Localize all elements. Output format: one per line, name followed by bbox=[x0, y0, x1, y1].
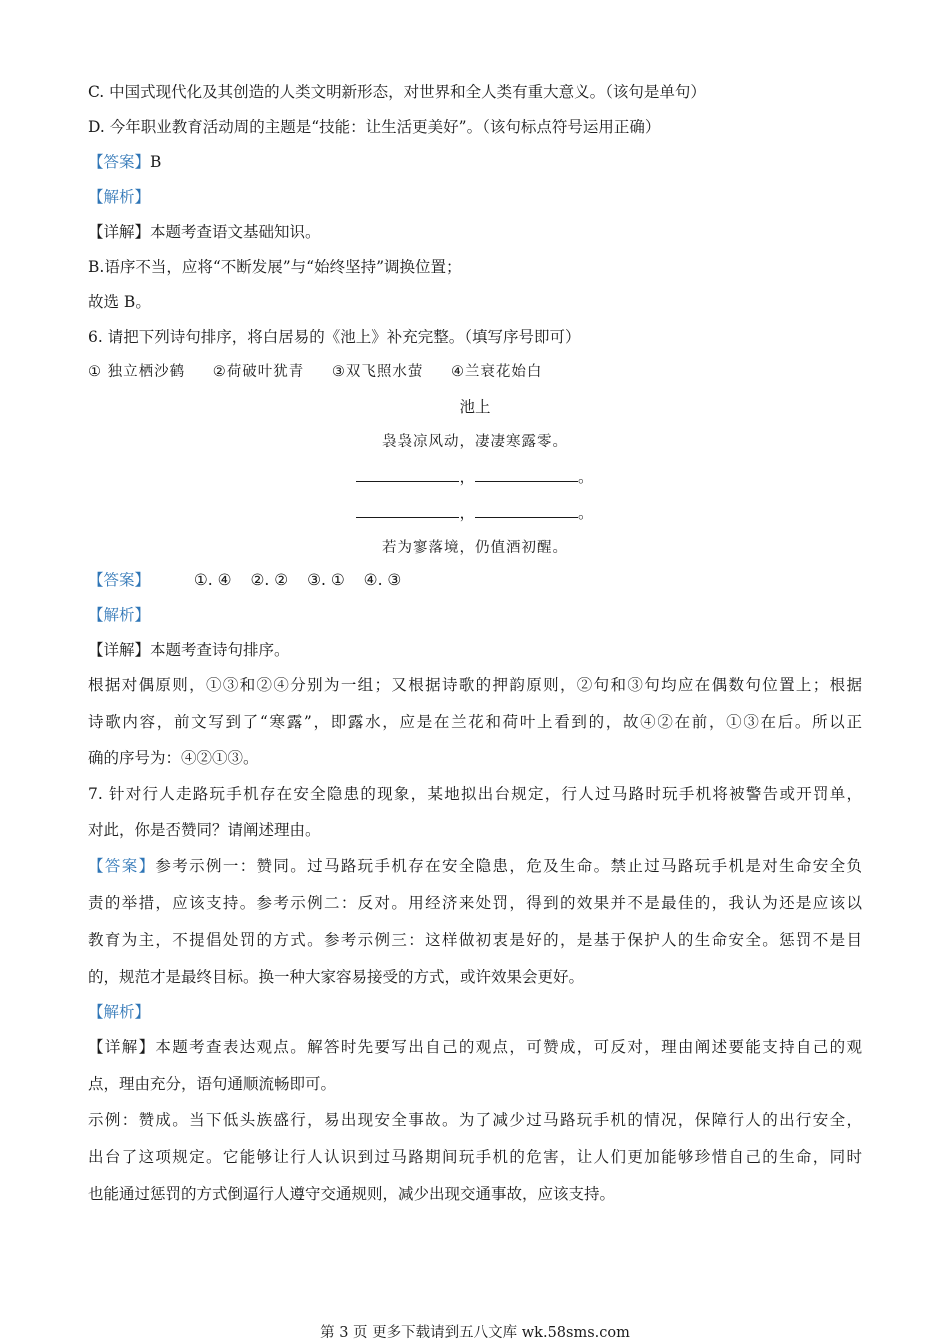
q6-detail: 【详解】本题考查诗句排序。 bbox=[88, 641, 290, 659]
answer-tag: 【答案】 bbox=[88, 571, 151, 589]
q6-analysis-tag: 【解析】 bbox=[88, 606, 151, 624]
fill-blank[interactable] bbox=[475, 505, 578, 518]
q6-question: 6. 请把下列诗句排序，将白居易的《池上》补充完整。（填写序号即可） bbox=[88, 328, 581, 346]
q6-options bbox=[88, 362, 564, 382]
poem-last-line: 若为寥落境，仍值酒初醒。 bbox=[382, 540, 568, 556]
q7-answer-line-4: 的，规范才是最终目标。换一种大家容易接受的方式，或许效果会更好。 bbox=[88, 968, 585, 986]
q6-option-4: ④兰衰花始白 bbox=[450, 364, 543, 380]
answer-item-4: ④. ③ bbox=[363, 571, 402, 589]
fill-blank[interactable] bbox=[356, 469, 459, 482]
poem-title: 池上 bbox=[459, 398, 491, 416]
q7-question-line-2: 对此，你是否赞同？请阐述理由。 bbox=[88, 821, 321, 839]
q5-explain: B.语序不当，应将“不断发展”与“始终坚持”调换位置； bbox=[88, 258, 462, 276]
page-footer: 第 3 页 更多下载请到五八文库 wk.58sms.com bbox=[320, 1325, 630, 1341]
q6-option-2: ②荷破叶犹青 bbox=[212, 364, 305, 380]
q7-answer-line-2: 责的举措，应该支持。参考示例二：反对。用经济来处罚，得到的效果并不是最佳的，我认为还是应该以 bbox=[88, 894, 862, 912]
q6-explain-line-2: 诗歌内容，前文写到了“寒露”，即露水，应是在兰花和荷叶上看到的，故④②在前，①③在后。所以正 bbox=[88, 713, 862, 731]
q7-answer-line-1: 【答案】参考示例一：赞同。过马路玩手机存在安全隐患，危及生命。禁止过马路玩手机是对生命安全负 bbox=[88, 857, 862, 875]
q6-option-1: ① 独立栖沙鹤 bbox=[88, 364, 186, 380]
answer-tag: 【答案】 bbox=[88, 857, 156, 875]
q7-question-line-1: 7. 针对行人走路玩手机存在安全隐患的现象，某地拟出台规定，行人过马路时玩手机将被警告或开罚单， bbox=[88, 785, 862, 803]
poem-line-1: 袅袅凉风动，凄凄寒露零。 bbox=[382, 434, 568, 450]
fill-blank[interactable] bbox=[356, 505, 459, 518]
answer-value: B bbox=[150, 153, 162, 171]
q5-option-d: D. 今年职业教育活动周的主题是“技能：让生活更美好”。（该句标点符号运用正确） bbox=[88, 118, 661, 136]
q5-detail: 【详解】本题考查语文基础知识。 bbox=[88, 223, 321, 241]
q7-detail-line-1: 【详解】本题考查表达观点。解答时先要写出自己的观点，可赞成，可反对，理由阐述要能支持自己的观 bbox=[88, 1038, 862, 1056]
q7-answer-line-3: 教育为主，不提倡处罚的方式。参考示例三：这样做初衷是好的，是基于保护人的生命安全。惩罚不是目 bbox=[88, 931, 862, 949]
q7-example-line-1: 示例：赞成。当下低头族盛行，易出现安全事故。为了减少过马路玩手机的情况，保障行人的出行安全， bbox=[88, 1111, 862, 1129]
q5-conclusion: 故选 B。 bbox=[88, 293, 151, 311]
q6-explain-line-1: 根据对偶原则，①③和②④分别为一组；又根据诗歌的押韵原则，②句和③句均应在偶数句位置上；根据 bbox=[88, 676, 862, 694]
answer-item-2: ②. ② bbox=[250, 571, 289, 589]
q6-option-3: ③双飞照水萤 bbox=[331, 364, 424, 380]
q7-example-line-2: 出台了这项规定。它能够让行人认识到过马路期间玩手机的危害，让人们更加能够珍惜自己的生命，同时 bbox=[88, 1148, 862, 1166]
q6-answer bbox=[88, 570, 401, 590]
q5-answer bbox=[88, 152, 161, 172]
q7-analysis-tag: 【解析】 bbox=[88, 1003, 151, 1021]
fill-blank[interactable] bbox=[475, 469, 578, 482]
q5-option-c: C. 中国式现代化及其创造的人类文明新形态，对世界和全人类有重大意义。（该句是单句） bbox=[88, 83, 706, 101]
q5-analysis-tag: 【解析】 bbox=[88, 188, 151, 206]
q7-detail-line-2: 点，理由充分，语句通顺流畅即可。 bbox=[88, 1075, 337, 1093]
poem-blank-line-2: ， 。 bbox=[0, 503, 950, 523]
answer-item-3: ③. ① bbox=[307, 571, 345, 589]
answer-tag: 【答案】 bbox=[88, 153, 151, 171]
q7-example-line-3: 也能通过惩罚的方式倒逼行人遵守交通规则，减少出现交通事故，应该支持。 bbox=[88, 1185, 616, 1203]
poem-blank-line-1: ， 。 bbox=[0, 467, 950, 487]
answer-item-1: ①. ④ bbox=[193, 571, 232, 589]
q6-explain-line-3: 确的序号为：④②①③。 bbox=[88, 749, 259, 767]
